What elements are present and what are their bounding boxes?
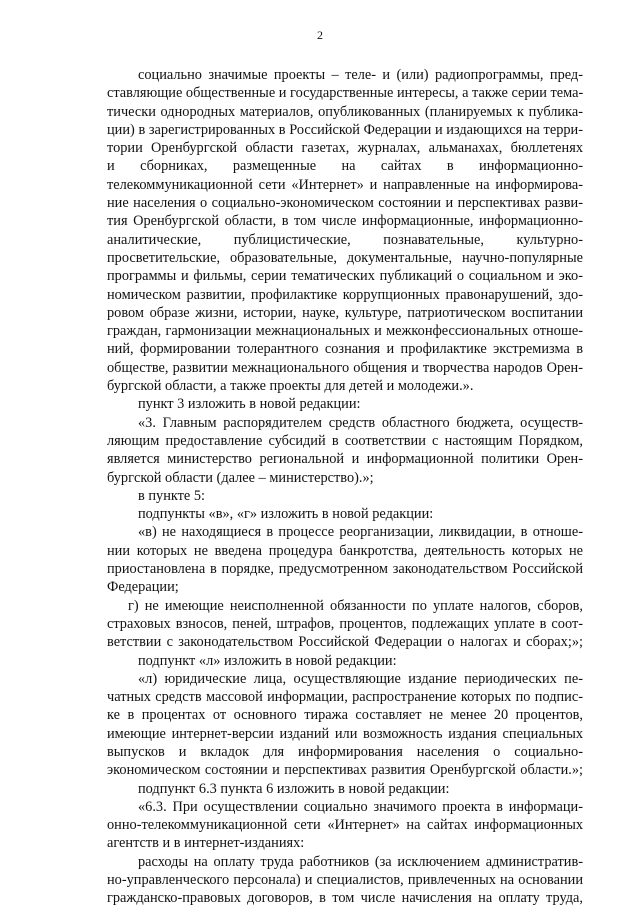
text-line: граждан, гармонизации межнациональных и межконфессиональных отноше- — [107, 323, 583, 340]
text-line: тически однородных материалов, опубликованных (планируемых к публика- — [107, 103, 583, 120]
text-line: ке в процентах от основного тиража составляет не менее 20 процентов, — [107, 707, 583, 724]
text-line: имеющие интернет-версии изданий или возможность издания специальных — [107, 725, 583, 742]
text-line: ставляющие общественные и государственные интересы, а также серии тема- — [107, 85, 584, 102]
text-line: чатных средств массовой информации, распространение которых по подпис- — [107, 689, 583, 706]
text-line: аналитические, публицистические, познавательные, культурно- — [107, 231, 583, 248]
text-line: страховых взносов, пеней, штрафов, процентов, подлежащих уплате в соот- — [107, 615, 583, 632]
text-line: расходы на оплату труда работников (за исключением административ- — [138, 853, 583, 870]
text-line: тории Оренбургской области газетах, журналах, альманахах, бюллетенях — [107, 140, 583, 157]
text-line: является министерство региональной и информационной политики Орен- — [107, 451, 583, 468]
text-line: экономическом состоянии и перспективах развития Оренбургской области.»; — [107, 762, 583, 779]
text-line: выпусков и вкладок для информирования населения о социально- — [107, 743, 583, 760]
text-line: онно-телекоммуникационной сети «Интернет» на сайтах информационных — [107, 817, 583, 834]
text-line: «л) юридические лица, осуществляющие издание периодических пе- — [138, 670, 583, 687]
text-line: обществе, развитии межнационального общения и творчества народов Орен- — [107, 359, 583, 376]
text-line: «в) не находящиеся в процессе реорганизации, ликвидации, в отноше- — [138, 524, 583, 541]
text-line: подпункт «л» изложить в новой редакции: — [138, 652, 397, 669]
text-line: просветительские, образовательные, документальные, научно-популярные — [107, 249, 583, 266]
text-line: бургской области (далее – министерство).»; — [107, 469, 374, 486]
text-line: подпункт 6.3 пункта 6 изложить в новой редакции: — [138, 780, 450, 797]
text-line: социально значимые проекты – теле- и (или) радиопрограммы, пред- — [138, 67, 583, 83]
text-line: ние населения о социально-экономическом состоянии и перспективах разви- — [107, 195, 583, 212]
text-line: в пункте 5: — [138, 487, 206, 504]
text-line: «6.3. При осуществлении социально значимого проекта в информаци- — [138, 798, 583, 815]
text-line: номическом развитии, профилактике коррупционных правонарушений, здо- — [107, 286, 583, 303]
text-line: программы и фильмы, серии тематических публикаций о социальном и эко- — [107, 268, 583, 285]
text-line: «3. Главным распорядителем средств областного бюджета, осуществ- — [138, 414, 583, 431]
text-line: Федерации; — [107, 579, 179, 596]
document-body — [107, 66, 583, 908]
text-line: ровом образе жизни, истории, науке, культуре, патриотическом воспитании — [107, 304, 583, 321]
text-line: ветствии с законодательством Российской Федерации о налогах и сборах;»; — [107, 634, 583, 651]
text-line: приостановлена в порядке, предусмотренном законодательством Российской — [107, 561, 583, 578]
page-number: 2 — [317, 28, 323, 42]
text-line: и сборниках, размещенные на сайтах в информационно- — [107, 158, 583, 175]
text-line: бургской области, а также проекты для детей и молодежи.». — [107, 378, 474, 395]
text-line: тия Оренбургской области, в том числе информационные, информационно- — [107, 213, 583, 230]
text-line: агентств и в интернет-изданиях: — [107, 835, 305, 852]
text-line: нии которых не введена процедура банкротства, деятельность которых не — [107, 542, 583, 559]
text-line: ляющим предоставление субсидий в соответствии с настоящим Порядком, — [107, 432, 583, 449]
text-line: ний, формировании толерантного сознания и профилактике экстремизма в — [107, 341, 583, 358]
text-line: ции) в зарегистрированных в Российской Федерации и издающихся на терри- — [107, 121, 583, 138]
text-line: пункт 3 изложить в новой редакции: — [138, 396, 361, 413]
text-line: телекоммуникационной сети «Интернет» и направленные на информирова- — [107, 176, 583, 193]
text-line: г) не имеющие неисполненной обязанности по уплате налогов, сборов, — [128, 597, 583, 614]
text-line: но-управленческого персонала) и специалистов, привлеченных на основании — [107, 872, 583, 889]
text-line: гражданско-правовых договоров, в том числе начисления на оплату труда, — [107, 890, 583, 907]
text-line: подпункты «в», «г» изложить в новой редакции: — [138, 506, 434, 523]
